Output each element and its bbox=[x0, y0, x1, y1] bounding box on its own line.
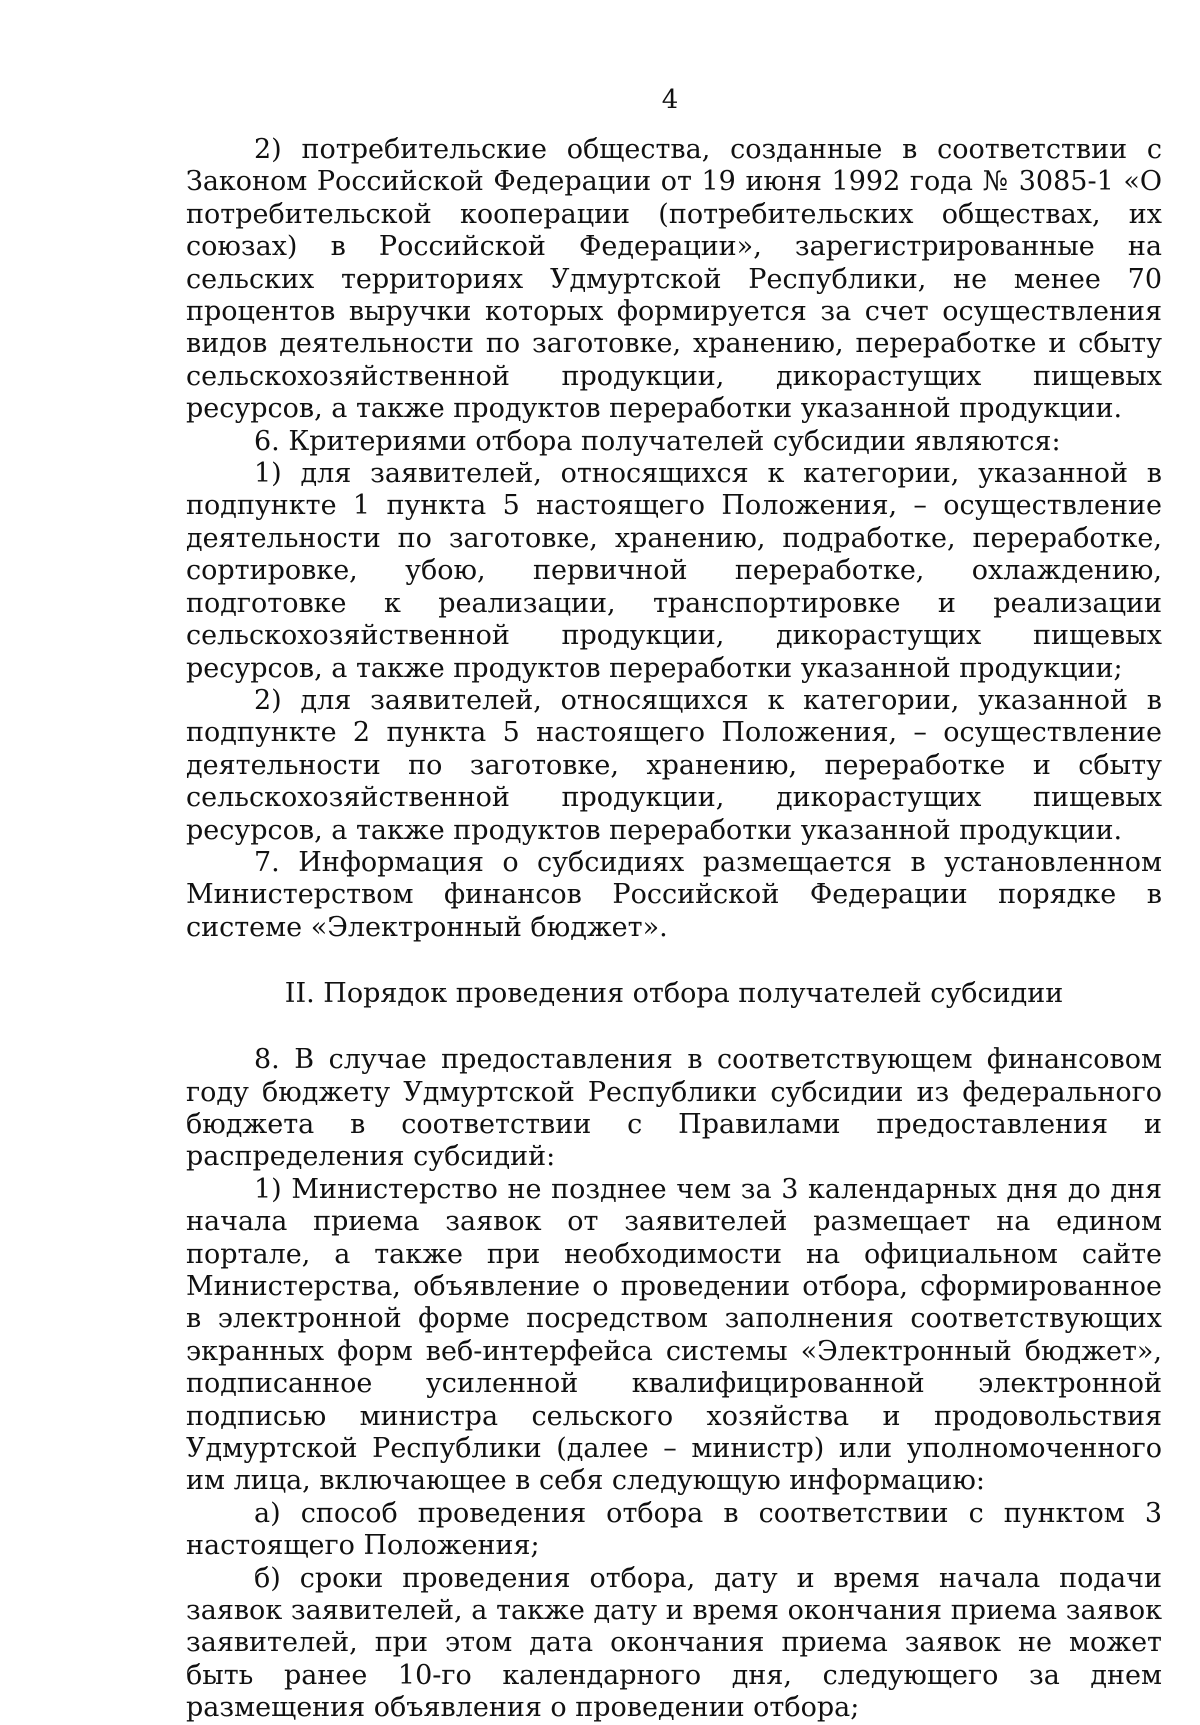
page-number: 4 bbox=[661, 85, 679, 115]
paragraph-consumer-societies: 2) потребительские общества, созданные в соответствии с Законом Российской Федерации от 19 июня 1992 года № 3085-1 «О потребительской кооперации (потребительских обществах, их союзах) в Российской Федерации», зарегистрированные на сельских территориях Удмуртской Республики, не менее 70 процентов выручки которых формируется за счет осуществления видов деятельности по заготовке, хранению, переработке и сбыту сельскохозяйственной продукции, дикорастущих пищевых ресурсов, а также продуктов переработки указанной продукции. bbox=[186, 134, 1162, 425]
paragraph-selection-terms: б) сроки проведения отбора, дату и время начала подачи заявок заявителей, а также дату и время окончания приема заявок заявителей, при этом дата окончания приема заявок не может быть ранее 10-го календарного дня, следующего за днем размещения объявления о проведении отбора; bbox=[186, 1562, 1162, 1724]
paragraph-selection-method: а) способ проведения отбора в соответствии с пунктом 3 настоящего Положения; bbox=[186, 1497, 1162, 1562]
paragraph-criteria-category-1: 1) для заявителей, относящихся к категории, указанной в подпункте 1 пункта 5 настоящего Положения, – осуществление деятельности по заготовке, хранению, подработке, переработке, сортировке, убою, первичной переработке, охлаждению, подготовке к реализации, транспортировке и реализации сельскохозяйственной продукции, дикорастущих пищевых ресурсов, а также продуктов переработки указанной продукции; bbox=[186, 458, 1162, 684]
paragraph-selection-criteria: 6. Критериями отбора получателей субсидии являются: bbox=[254, 425, 1061, 457]
paragraph-subsidy-information: 7. Информация о субсидиях размещается в установленном Министерством финансов Российской Федерации порядке в системе «Электронный бюджет». bbox=[186, 846, 1162, 943]
section-heading: II. Порядок проведения отбора получателей субсидии bbox=[284, 978, 1064, 1010]
paragraph-subsidy-case: 8. В случае предоставления в соответствующем финансовом году бюджету Удмуртской Республики субсидии из федерального бюджета в соответствии с Правилами предоставления и распределения субсидий: bbox=[186, 1044, 1162, 1173]
document-body bbox=[186, 134, 1162, 1725]
paragraph-ministry-announcement: 1) Министерство не позднее чем за 3 календарных дня до дня начала приема заявок от заявителей размещает на едином портале, а также при необходимости на официальном сайте Министерства, объявление о проведении отбора, сформированное в электронной форме посредством заполнения соответствующих экранных форм веб-интерфейса системы «Электронный бюджет», подписанное усиленной квалифицированной электронной подписью министра сельского хозяйства и продовольствия Удмуртской Республики (далее – министр) или уполномоченного им лица, включающее в себя следующую информацию: bbox=[186, 1173, 1162, 1497]
paragraph-criteria-category-2: 2) для заявителей, относящихся к категории, указанной в подпункте 2 пункта 5 настоящего Положения, – осуществление деятельности по заготовке, хранению, переработке и сбыту сельскохозяйственной продукции, дикорастущих пищевых ресурсов, а также продуктов переработки указанной продукции. bbox=[186, 684, 1162, 846]
